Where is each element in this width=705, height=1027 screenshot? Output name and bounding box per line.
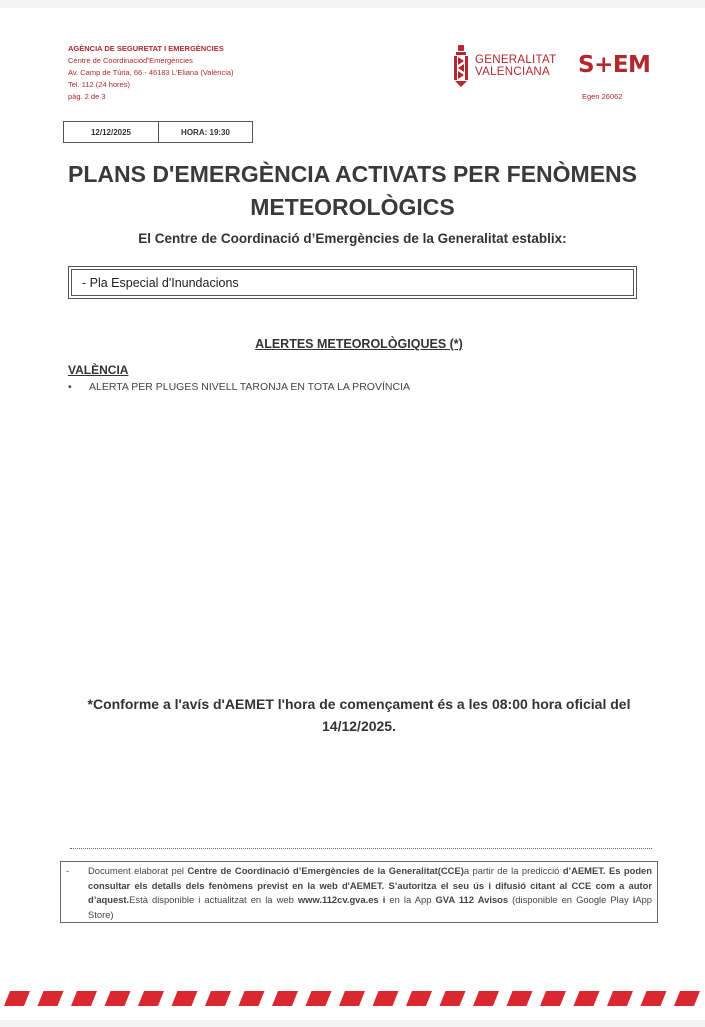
stripe-segment (406, 991, 432, 1006)
alert-text: ALERTA PER PLUGES NIVELL TARONJA EN TOTA LA PROVÍNCIA (89, 381, 410, 393)
stripe-segment (607, 991, 633, 1006)
report-date: 12/12/2025 (64, 122, 159, 142)
aemet-note-line-2: 14/12/2025. (322, 718, 396, 734)
region-name: VALÈNCIA (68, 363, 129, 377)
report-time: HORA: 19:30 (181, 127, 230, 137)
footer-text-part: en la App (385, 894, 436, 905)
document-id: Egen 26062 (582, 92, 623, 101)
agency-address: Av. Camp de Túria, 66 - 46183 L'Eliana (València) (68, 68, 234, 77)
stripe-segment (239, 991, 265, 1006)
aemet-note-line-1: *Conforme a l'avís d'AEMET l'hora de començament és a les 08:00 hora oficial del (87, 696, 631, 712)
dotted-divider (70, 848, 652, 849)
stripe-segment (272, 991, 298, 1006)
stripe-segment (674, 991, 700, 1006)
stripe-segment (71, 991, 97, 1006)
bullet-icon: • (68, 381, 72, 393)
stripe-segment (38, 991, 64, 1006)
stripe-segment (138, 991, 164, 1006)
date-time-box (63, 121, 253, 143)
footer-usage-note: d’AEMET. Es poden consultar els detalls dels fenòmens previst en la web d'AEMET. S’autoritza el seu ús i difusió citant al CCE com a autor d’aquest. (88, 865, 652, 905)
page-subtitle: El Centre de Coordinació d’Emergències de la Generalitat establix: (138, 231, 567, 246)
page-number: pàg. 2 de 3 (68, 92, 106, 101)
title-line-2: METEOROLÒGICS (250, 194, 455, 220)
footer-text-part: (disponible en Google Play (508, 894, 633, 905)
stripe-segment (306, 991, 332, 1006)
plan-item: - Pla Especial d'Inundacions (71, 269, 634, 296)
footer-text-part: Document elaborat pel (88, 865, 188, 876)
stripe-segment (373, 991, 399, 1006)
footer-website-link[interactable]: www.112cv.gva.es i (297, 894, 386, 905)
footer-dash: - (66, 865, 70, 876)
alerts-heading (60, 337, 658, 351)
stripe-segment (507, 991, 533, 1006)
agency-name: AGÈNCIA DE SEGURETAT I EMERGÈNCIES (68, 44, 224, 53)
document-page (0, 8, 705, 1020)
footer-text-part: App Store) (88, 894, 653, 920)
generalitat-emblem-icon (452, 45, 470, 87)
generalitat-logo (452, 45, 556, 87)
title-line-1: PLANS D'EMERGÈNCIA ACTIVATS PER FENÒMENS (67, 161, 637, 187)
red-stripe-border (0, 991, 705, 1006)
stripe-segment (172, 991, 198, 1006)
footer-text (88, 864, 652, 922)
active-plans-box (68, 266, 637, 299)
footer-disclaimer (60, 861, 658, 923)
generalitat-line2: VALENCIANA (475, 66, 551, 78)
stripe-segment (339, 991, 365, 1006)
stripe-segment (540, 991, 566, 1006)
stripe-segment (473, 991, 499, 1006)
aemet-note (60, 693, 658, 737)
agency-phone: Tel. 112 (24 hores) (68, 80, 130, 89)
footer-text-part: Està disponible i actualitzat en la web (129, 894, 298, 905)
stripe-segment (205, 991, 231, 1006)
stripe-segment (641, 991, 667, 1006)
agency-center: Centre de Coordinacióď'Emergències (68, 56, 193, 65)
stripe-segment (105, 991, 131, 1006)
stripe-segment (4, 991, 30, 1006)
footer-text-part: i (632, 894, 636, 905)
generalitat-line1: GENERALITAT (475, 54, 557, 66)
stripe-segment (574, 991, 600, 1006)
footer-text-part: a partir de la predicció (463, 865, 563, 876)
footer-app-name: GVA 112 Avisos (435, 894, 509, 905)
page-title (60, 158, 645, 224)
alerts-heading-text: ALERTES METEOROLÒGIQUES (*) (255, 337, 463, 351)
footer-cce-name: Centre de Coordinació d’Emergències de la Generalitat(CCE) (187, 865, 464, 876)
agency-header (68, 43, 234, 103)
sem-logo: S+EM (578, 52, 651, 78)
alert-list-item (68, 381, 410, 393)
stripe-segment (440, 991, 466, 1006)
